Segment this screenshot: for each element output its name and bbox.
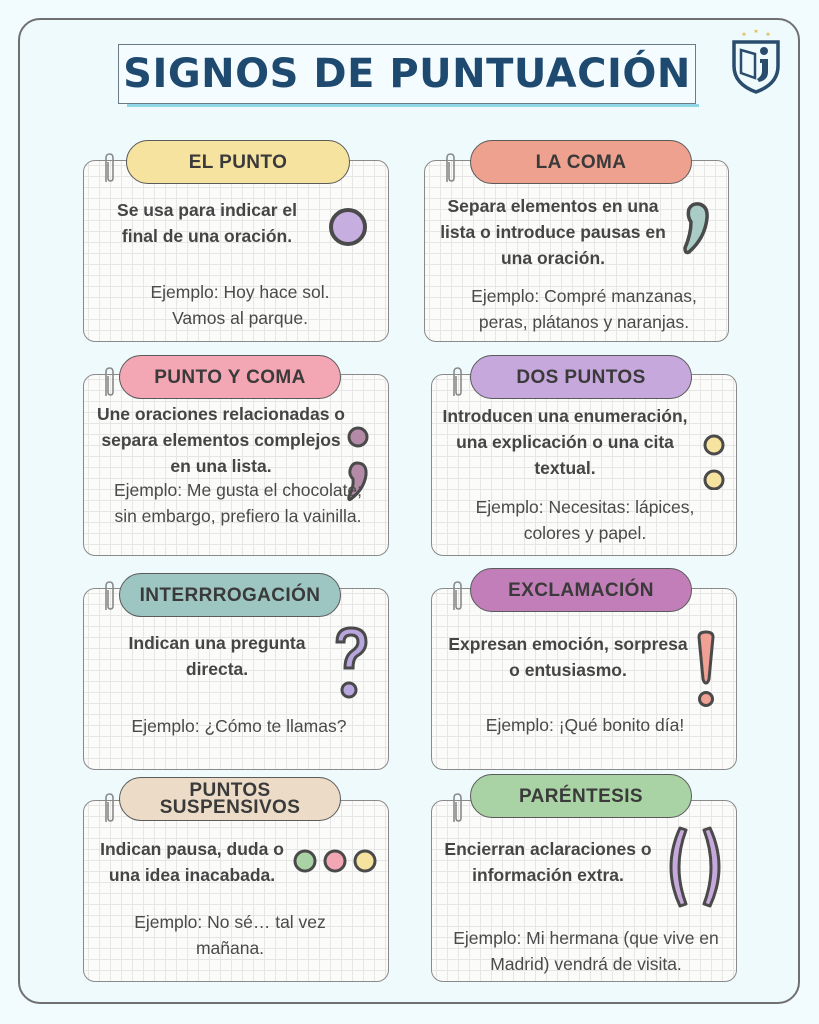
colon-icon (701, 430, 727, 490)
card-example: Ejemplo: No sé… tal vez mañana. (134, 912, 326, 958)
card-title-parentesis: PARÉNTESIS (470, 774, 692, 818)
card-title-interrogacion: INTERRROGACIÓN (119, 573, 341, 617)
page-title: SIGNOS DE PUNTUACIÓN (123, 51, 691, 97)
card-example: Ejemplo: ¡Qué bonito día! (485, 715, 685, 735)
card-description: Expresan emoción, sorpresa o entusiasmo. (448, 634, 688, 680)
paperclip-icon (450, 792, 464, 826)
card-example: Ejemplo: Necesitas: lápices, colores y papel. (475, 497, 695, 543)
card-example: Ejemplo: ¿Cómo te llamas? (131, 716, 347, 736)
comma-icon (681, 200, 711, 256)
card-example: Ejemplo: Mi hermana (que vive en Madrid) vendrá de visita. (453, 928, 719, 974)
ellipsis-icon (290, 846, 380, 876)
card-description: Introducen una enumeración, una explicación o una cita textual. (442, 406, 688, 478)
exclamation-mark-icon (694, 629, 718, 709)
card-description: Encierran aclaraciones o información extra. (444, 839, 652, 885)
paperclip-icon (443, 152, 457, 186)
period-icon (327, 205, 371, 249)
card-example: Ejemplo: Compré manzanas, peras, plátanos y naranjas. (471, 286, 697, 332)
question-mark-icon (331, 624, 371, 700)
paperclip-icon (102, 792, 116, 826)
card-example: Ejemplo: Hoy hace sol. Vamos al parque. (150, 282, 330, 328)
card-description: Indican una pregunta directa. (128, 633, 306, 679)
card-description: Separa elementos en una lista o introduce pausas en una oración. (440, 196, 666, 268)
book-shield-logo-icon (730, 26, 782, 94)
title-box (118, 44, 696, 104)
paperclip-icon (102, 580, 116, 614)
card-title-puntos-suspensivos: PUNTOS SUSPENSIVOS (119, 777, 341, 821)
card-description: Une oraciones relacionadas o separa elementos complejos en una lista. (96, 404, 345, 476)
paperclip-icon (450, 580, 464, 614)
parentheses-icon (660, 824, 730, 910)
paperclip-icon (450, 366, 464, 400)
card-title-la-coma: LA COMA (470, 140, 692, 184)
card-title-punto-y-coma: PUNTO Y COMA (119, 355, 341, 399)
card-title-el-punto: EL PUNTO (126, 140, 350, 184)
card-description: Se usa para indicar el final de una oración. (117, 200, 297, 246)
paperclip-icon (102, 366, 116, 400)
card-title-exclamacion: EXCLAMACIÓN (470, 568, 692, 612)
card-example: Ejemplo: Me gusta el chocolate; sin embargo, prefiero la vainilla. (113, 480, 363, 526)
card-description: Indican pausa, duda o una idea inacabada. (100, 839, 284, 885)
paperclip-icon (102, 152, 116, 186)
card-title-dos-puntos: DOS PUNTOS (470, 355, 692, 399)
